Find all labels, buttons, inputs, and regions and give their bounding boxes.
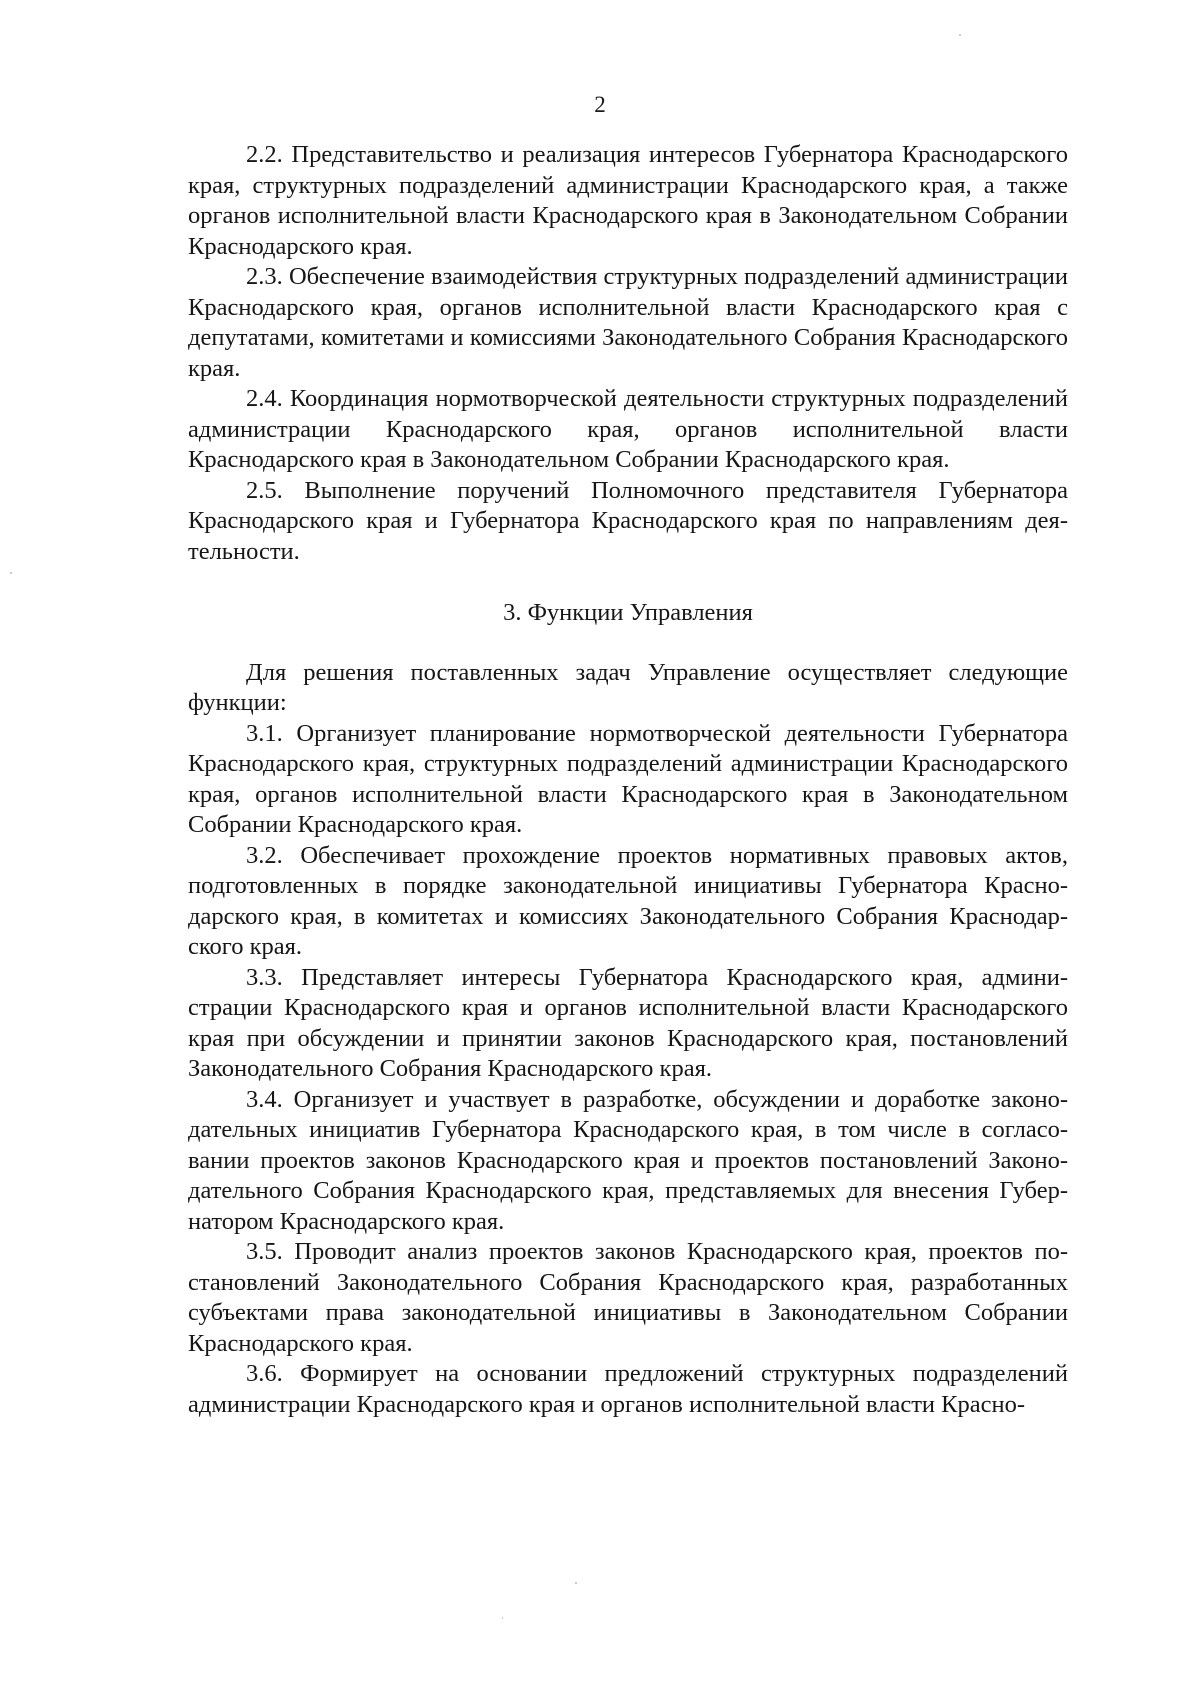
scan-speck: [959, 34, 961, 36]
paragraph-3-1: 3.1. Организует планирование нормотворческой деятельности Губернатора Краснодарского края, структурных подразделений администрации Краснодарского края, органов исполнительной власти Краснодарского края в Законодательном Собрании Краснодарского края.: [188, 719, 1068, 838]
paragraph-3-2: 3.2. Обеспечивает прохождение проектов нормативных правовых актов, подготовленных в порядке законодательной инициативы Губернатора Краснодарского края, в комитетах и комиссиях Законодательного Собрания Краснодарского края.: [188, 841, 1068, 960]
section-heading: 3. Функции Управления: [503, 599, 753, 626]
scan-speck: [575, 1582, 577, 1584]
paragraph-3-5: 3.5. Проводит анализ проектов законов Краснодарского края, проектов постановлений Законодательного Собрания Краснодарского края, разработанных субъектами права законодательной инициативы в Законодательном Собрании Краснодарского края.: [188, 1238, 1068, 1357]
paragraph-3-6: 3.6. Формирует на основании предложений структурных подразделений администрации Краснодарского края и органов исполнительной власти Красно-: [188, 1360, 1068, 1418]
paragraph-2-4: 2.4. Координация нормотворческой деятельности структурных подразделений администрации Краснодарского края, органов исполнительной власти Краснодарского края в Законодательном Собрании Краснодарского края.: [188, 385, 1068, 473]
scan-speck: [10, 572, 12, 574]
scan-speck: [502, 1617, 503, 1619]
document-body: [188, 140, 1068, 1420]
page-number: 2: [594, 92, 606, 117]
paragraph-2-5: 2.5. Выполнение поручений Полномочного представителя Губернатора Краснодарского края и Губернатора Краснодарского края по направлениям деятельности.: [188, 476, 1068, 565]
intro-paragraph: Для решения поставленных задач Управление осуществляет следующие функции:: [188, 658, 1068, 716]
paragraph-3-4: 3.4. Организует и участвует в разработке, обсуждении и доработке законодательных инициатив Губернатора Краснодарского края, в том числе в согласовании проектов законов Краснодарского края и проектов постановлений Законодательного Собрания Краснодарского края, представляемых для внесения Губернатором Краснодарского края.: [188, 1085, 1068, 1235]
paragraph-2-2: 2.2. Представительство и реализация интересов Губернатора Краснодарского края, структурных подразделений администрации Краснодарского края, а также органов исполнительной власти Краснодарского края в Законодательном Собрании Краснодарского края.: [188, 141, 1068, 260]
paragraph-3-3: 3.3. Представляет интересы Губернатора Краснодарского края, администрации Краснодарского края и органов исполнительной власти Краснодарского края при обсуждении и принятии законов Краснодарского края, постановлений Законодательного Собрания Краснодарского края.: [188, 963, 1068, 1082]
paragraph-2-3: 2.3. Обеспечение взаимодействия структурных подразделений администрации Краснодарского края, органов исполнительной власти Краснодарского края с депутатами, комитетами и комиссиями Законодательного Собрания Краснодарского края.: [188, 263, 1068, 382]
